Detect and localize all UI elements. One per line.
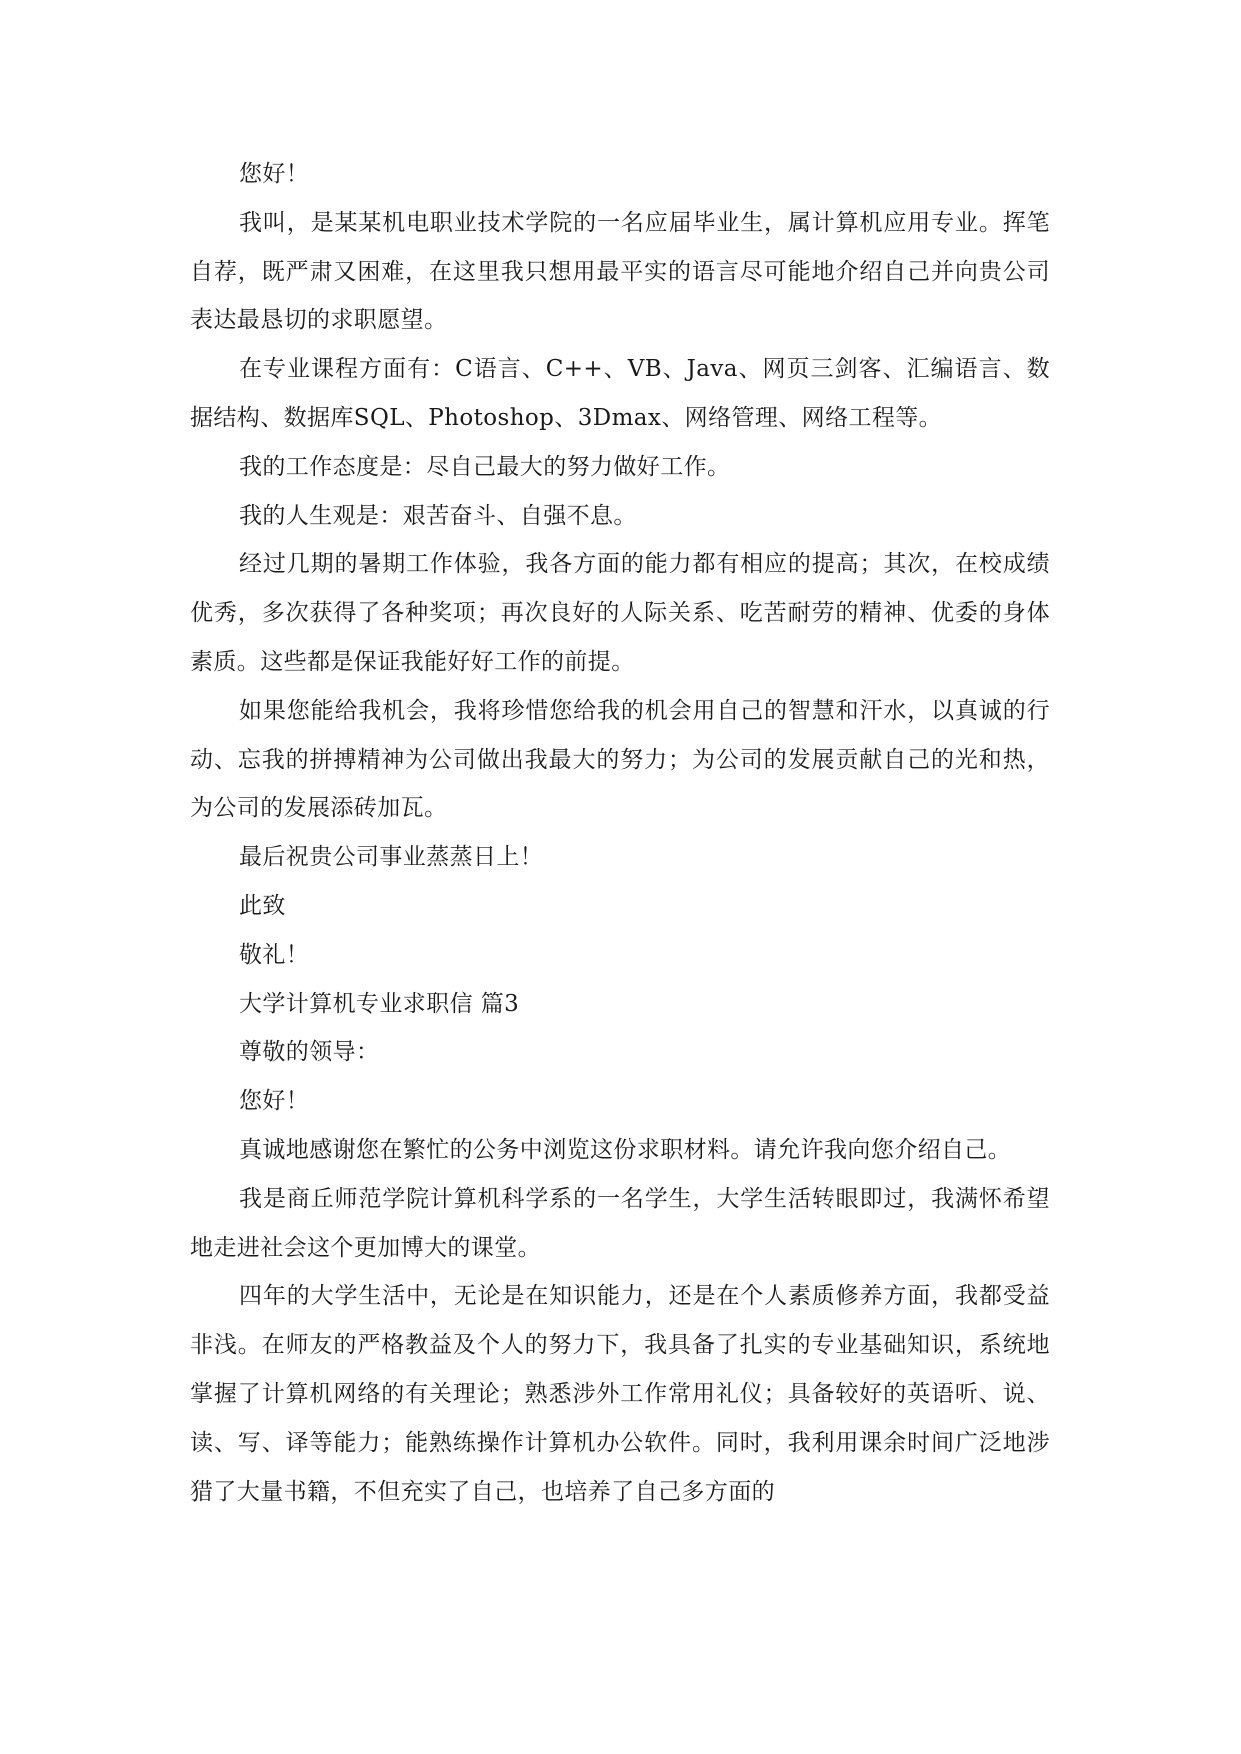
paragraph-closing-2: 敬礼！ (239, 941, 310, 968)
section-heading: 大学计算机专业求职信 篇3 (239, 990, 520, 1017)
letter-body (190, 150, 1050, 1516)
paragraph-work-attitude: 我的工作态度是：尽自己最大的努力做好工作。 (239, 453, 731, 480)
paragraph-greeting-2: 您好！ (239, 1088, 310, 1115)
paragraph-experience: 经过几期的暑期工作体验，我各方面的能力都有相应的提高；其次，在校成绩优秀，多次获得了各种奖项；再次良好的人际关系、吃苦耐劳的精神、优委的身体素质。这些都是保证我能好好工作的前提。 (190, 551, 1050, 675)
paragraph-courses: 在专业课程方面有：C语言、C++、VB、Java、网页三剑客、汇编语言、数据结构、数据库SQL、Photoshop、3Dmax、网络管理、网络工程等。 (190, 356, 1050, 431)
paragraph-thanks: 真诚地感谢您在繁忙的公务中浏览这份求职材料。请允许我向您介绍自己。 (239, 1136, 1012, 1163)
paragraph-university-life: 四年的大学生活中，无论是在知识能力，还是在个人素质修养方面，我都受益非浅。在师友的严格教益及个人的努力下，我具备了扎实的专业基础知识，系统地掌握了计算机网络的有关理论；熟悉涉外工作常用礼仪；具备较好的英语听、说、读、写、译等能力；能熟练操作计算机办公软件。同时，我利用课余时间广泛地涉猎了大量书籍，不但充实了自己，也培养了自己多方面的 (190, 1283, 1050, 1505)
paragraph-salutation: 尊敬的领导： (239, 1039, 380, 1066)
paragraph-greeting: 您好！ (239, 161, 310, 187)
paragraph-life-view: 我的人生观是：艰苦奋斗、自强不息。 (239, 502, 637, 529)
paragraph-student-intro: 我是商丘师范学院计算机科学系的一名学生，大学生活转眼即过，我满怀希望地走进社会这个更加博大的课堂。 (190, 1185, 1050, 1261)
paragraph-introduction: 我叫，是某某机电职业技术学院的一名应届毕业生，属计算机应用专业。挥笔自荐，既严肃又困难，在这里我只想用最平实的语言尽可能地介绍自己并向贵公司表达最恳切的求职愿望。 (190, 209, 1050, 334)
paragraph-wishes: 最后祝贵公司事业蒸蒸日上！ (239, 844, 544, 871)
paragraph-commitment: 如果您能给我机会，我将珍惜您给我的机会用自己的智慧和汗水，以真诚的行动、忘我的拼搏精神为公司做出我最大的努力；为公司的发展贡献自己的光和热，为公司的发展添砖加瓦。 (190, 697, 1050, 822)
paragraph-closing-1: 此致 (239, 892, 286, 919)
